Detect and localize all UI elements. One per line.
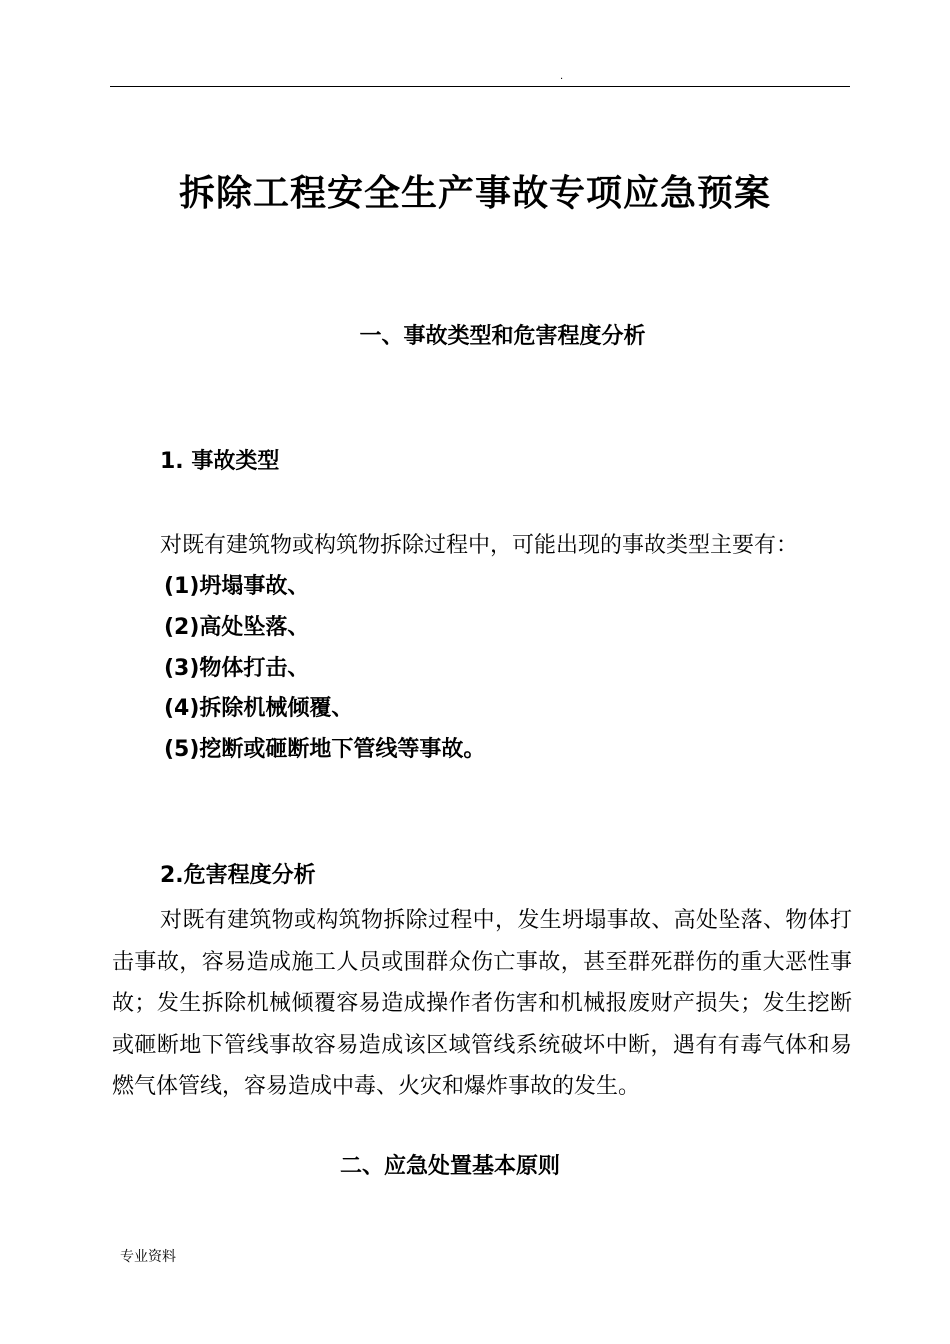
document-title: 拆除工程安全生产事故专项应急预案	[178, 173, 771, 214]
section-2-heading: 二、应急处置基本原则	[339, 1154, 560, 1179]
subsection-hazard-analysis-heading: 2.危害程度分析	[160, 863, 316, 888]
accident-type-item: (4)拆除机械倾覆、	[164, 696, 354, 722]
accident-types-intro: 对既有建筑物或构筑物拆除过程中，可能出现的事故类型主要有：	[160, 533, 799, 558]
header-dot: .	[560, 71, 564, 82]
accident-type-item: (3)物体打击、	[164, 655, 310, 681]
accident-type-item: (2)高处坠落、	[164, 614, 310, 640]
subsection-accident-types-heading: 1. 事故类型	[160, 449, 280, 474]
footer-label: 专业资料	[120, 1249, 176, 1265]
accident-type-list	[164, 567, 485, 771]
accident-type-item: (5)挖断或砸断地下管线等事故。	[164, 737, 486, 763]
accident-type-item: (1)坍塌事故、	[164, 574, 310, 599]
header-rule	[110, 86, 850, 87]
section-1-heading: 一、事故类型和危害程度分析	[359, 324, 646, 349]
hazard-analysis-paragraph: 对既有建筑物或构筑物拆除过程中，发生坍塌事故、高处坠落、物体打击事故，容易造成施工人员或围群众伤亡事故，甚至群死群伤的重大恶性事故；发生拆除机械倾覆容易造成操作者伤害和机械报废财产损失；发生挖断或砸断地下管线事故容易造成该区域管线系统破坏中断，遇有有毒气体和易燃气体管线，容易造成中毒、火灾和爆炸事故的发生。	[112, 908, 852, 1099]
